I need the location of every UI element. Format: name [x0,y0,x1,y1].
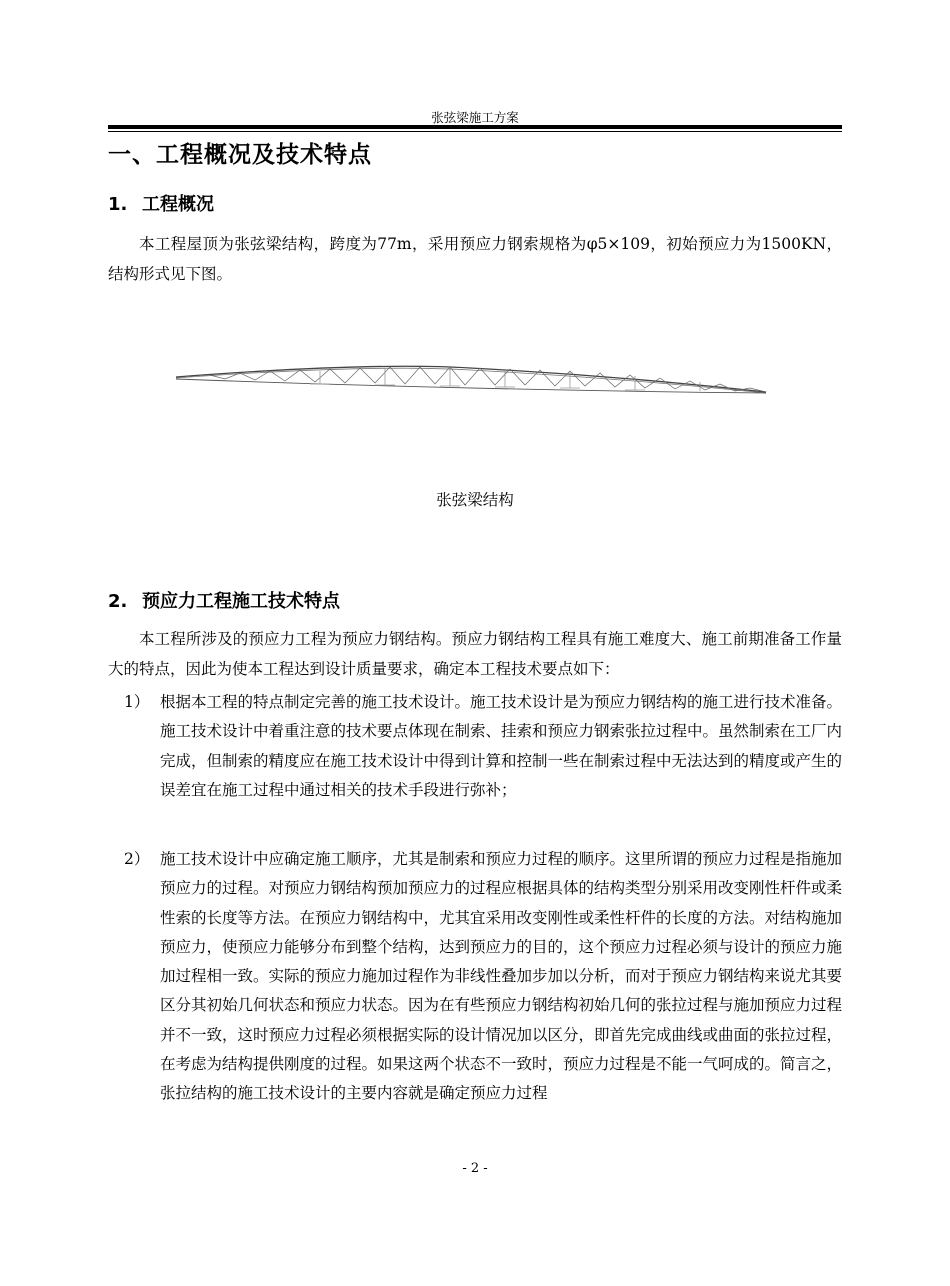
subsection-2-number: 2. [108,591,128,612]
subsection-1-title: 工程概况 [142,194,214,215]
list-item-text: 施工技术设计中应确定施工顺序，尤其是制索和预应力过程的顺序。这里所谓的预应力过程是指施加预应力的过程。对预应力钢结构预加预应力的过程应根据具体的结构类型分别采用改变刚性杆件或柔性索的长度等方法。在预应力钢结构中，尤其宜采用改变刚性或柔性杆件的长度的方法。对结构施加预应力，使预应力能够分布到整个结构，达到预应力的目的，这个预应力过程必须与设计的预应力施加过程相一致。实际的预应力施加过程作为非线性叠加步加以分析，而对于预应力钢结构来说尤其要区分其初始几何状态和预应力状态。因为在有些预应力钢结构初始几何的张拉过程与施加预应力过程并不一致，这时预应力过程必须根据实际的设计情况加以区分，即首先完成曲线或曲面的张拉过程，在考虑为结构提供刚度的过程。如果这两个状态不一致时，预应力过程是不能一气呵成的。简言之，张拉结构的施工技术设计的主要内容就是确定预应力过程 [160,850,843,1103]
subsection-1-number: 1. [108,194,128,215]
list-marker: 2） [124,850,150,868]
truss-beam-figure [170,360,780,400]
subsection-2-heading [108,587,340,613]
list-item-text: 根据本工程的特点制定完善的施工技术设计。施工技术设计是为预应力钢结构的施工进行技术准备。施工技术设计中着重注意的技术要点体现在制索、挂索和预应力钢索张拉过程中。虽然制索在工厂内完成，但制索的精度应在施工技术设计中得到计算和控制一些在制索过程中无法达到的精度或产生的误差宜在施工过程中通过相关的技术手段进行弥补； [160,693,843,799]
list-item [124,845,842,1109]
overview-paragraph: 本工程屋顶为张弦梁结构，跨度为77m，采用预应力钢索规格为φ5×109，初始预应力为1500KN，结构形式见下图。 [108,235,842,283]
running-header: 张弦梁施工方案 [431,110,519,125]
subsection-1-heading [108,190,214,216]
list-item [124,688,842,805]
header-rule-thin [108,131,842,132]
list-marker: 1） [124,693,150,711]
technical-paragraph: 本工程所涉及的预应力工程为预应力钢结构。预应力钢结构工程具有施工难度大、施工前期准备工作量大的特点，因此为使本工程达到设计质量要求，确定本工程技术要点如下： [108,630,842,678]
header-rule-thick [108,125,842,129]
page-number: - 2 - [462,1161,488,1176]
section-title: 一、工程概况及技术特点 [108,142,372,168]
subsection-2-title: 预应力工程施工技术特点 [142,591,340,612]
figure-caption: 张弦梁结构 [436,491,514,509]
